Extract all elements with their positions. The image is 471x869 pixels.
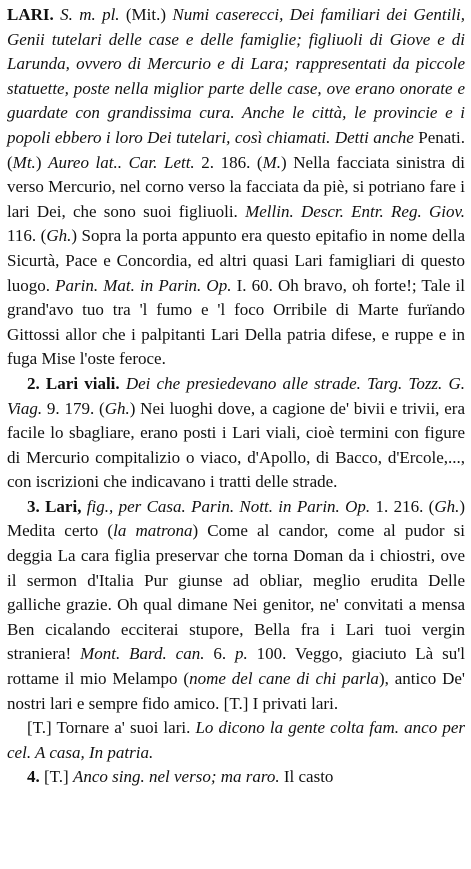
- citation-source: Parin. Mat. in Parin. Op.: [55, 275, 232, 295]
- usage-note: Anco sing. nel verso; ma raro.: [72, 767, 280, 787]
- definition-text: Numi caserecci, Dei familiari dei Gentili, Genii tutelari delle case e delle famiglie; figliuoli di Giove e di Larunda, ovvero di Mercurio e di Lara; rappresentati da piccole statuette, poste nella miglior parte delle case, ove erano onorate e guardate con grandissima cura. Anche le città, le provincie e i popoli ebbero i loro Dei tutelari, così chiamati. Detti anche: [7, 5, 466, 147]
- sense-lead: 3. Lari,: [27, 496, 82, 516]
- quotation-text: ) Nella facciata sinistra di verso Mercurio, nel corno verso la facciata da piè, si potriano fare i lari Dei, che sono suoi figliuoli.: [7, 152, 465, 221]
- citation-source: Aureo lat.. Car. Lett.: [48, 152, 195, 172]
- text-run: ): [35, 152, 49, 172]
- sense-2-lari-viali: [7, 372, 465, 495]
- text-run: 116. (: [7, 226, 47, 246]
- source-abbr: Gh.: [46, 226, 72, 246]
- sense-lead: 4.: [27, 767, 40, 787]
- quotation-text: ) Nei luoghi dove, a cagione de' bivii e trivii, era facile lo sbagliare, erano posti i Lari viali, cioè termini con figure di Mercurio compitalizio o viaco, d'Apollo, di Bacco, d'Ercole,..., con iscrizioni che indicavano i tratti delle strade.: [7, 398, 465, 492]
- quotation-text: ) Sopra la porta appunto era questo epitafio in nome della Sicurtà, Pace e Concordia, ed altri quasi Lari famigliari di questo luogo.: [7, 226, 465, 295]
- quotation-text: ), antico De' nostri lari e sempre fido amico. [T.] I privati lari.: [7, 669, 465, 713]
- entry-lari-definition: [7, 3, 465, 372]
- sense-definition: fig., per Casa. Parin. Nott. in Parin. Op.: [86, 496, 371, 516]
- source-abbr: M.: [262, 152, 282, 172]
- text-run: 1. 216. (: [370, 496, 435, 516]
- headword: LARI.: [7, 5, 54, 24]
- sense-lead: 2. Lari viali.: [27, 373, 120, 393]
- quotation-text: ) Come al candor, come al pudor si deggia La cara figlia preservar che torna Doman da i chiostri, ove il sermon d'Italia Pur giunse ad obliar, meglio erudita Delle galliche grazie. Oh qual dimane Nei genitor, ne' convitati a mensa Ben cicalando ecciterai stupore, Bella fra i Lari tuoi vergin straniera!: [7, 521, 465, 664]
- usage-note: Lo dicono la gente colta fam. anco per cel. A casa, In patria.: [7, 718, 465, 762]
- text-run: [T.]: [39, 767, 73, 787]
- quotation-text: Il casto: [279, 767, 334, 787]
- citation-source: Mont. Bard. can.: [80, 644, 205, 664]
- source-abbr: Gh.: [434, 496, 460, 516]
- citation-source: p.: [235, 644, 248, 664]
- sense-4-singular: [7, 765, 465, 790]
- quotation-text: 100. Veggo, giaciuto Là su'l rottame il mio Melampo (: [7, 644, 465, 689]
- domain-label: (Mit.): [119, 5, 173, 24]
- source-abbr: Mt.: [12, 152, 36, 172]
- source-abbr: Gh.: [104, 398, 130, 418]
- text-run: 6.: [204, 644, 236, 664]
- gloss: nome del cane di chi parla: [189, 669, 379, 689]
- sense-tornare-ai-lari: [7, 716, 465, 765]
- sense-3-lari-fig: [7, 495, 465, 716]
- text-run: 2. 186. (: [194, 152, 263, 172]
- citation-source: Mellin. Descr. Entr. Reg. Giov.: [245, 201, 465, 221]
- gloss: la matrona: [113, 521, 193, 541]
- phrase: [T.] Tornare a' suoi lari.: [27, 718, 196, 738]
- grammar-label: S. m. pl.: [60, 5, 120, 24]
- quotation-text: I. 60. Oh bravo, oh forte!; Tale il grand'avo tuo tra 'l fumo e 'l foco Orribile di Marte furïando Gittossi allor che i palpitanti Lari Della patria difese, e ruppe e in fuga Mise l'oste feroce.: [7, 275, 465, 369]
- text-run: 9. 179. (: [42, 398, 105, 418]
- text-run: Penati. (: [7, 127, 465, 172]
- quotation-text: ) Medita certo (: [7, 496, 466, 541]
- sense-definition: Dei che presiedevano alle strade. Targ. Tozz. G. Viag.: [7, 373, 466, 418]
